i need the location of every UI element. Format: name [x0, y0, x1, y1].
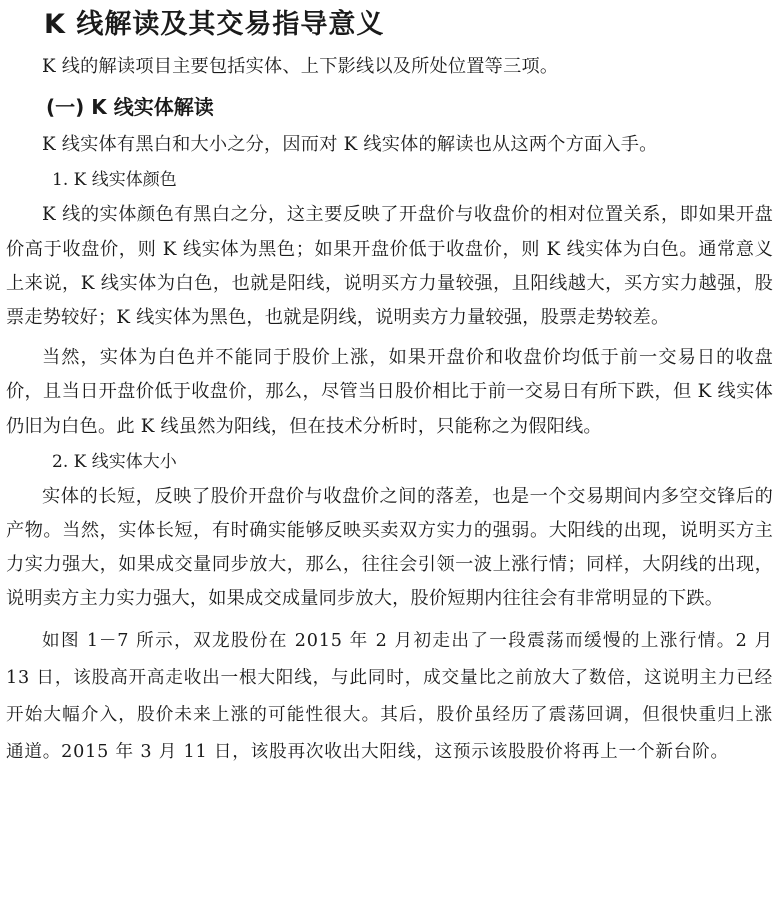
example-paragraph: 如图 1－7 所示，双龙股份在 2015 年 2 月初走出了一段震荡而缓慢的上涨行情。2 月 13 日，该股高开高走收出一根大阳线，与此同时，成交量比之前放大了数倍，这说明主力已经开始大幅介入，股价未来上涨的可能性很大。其后，股价虽经历了震荡回调，但很快重归上涨通道。2015 年 3 月 11 日，该股再次收出大阳线，这预示该股股价将再上一个新台阶。	[6, 630, 773, 762]
section-lead-paragraph: K 线实体有黑白和大小之分，因而对 K 线实体的解读也从这两个方面入手。	[42, 134, 658, 156]
subsection-heading-color: 1. K 线实体颜色	[52, 170, 177, 191]
body-paragraph: K 线的实体颜色有黑白之分，这主要反映了开盘价与收盘价的相对位置关系，即如果开盘价高于收盘价，则 K 线实体为黑色；如果开盘价低于收盘价，则 K 线实体为白色。通常意义上来说，K 线实体为白色，也就是阳线，说明买方力量较强，且阳线越大，买方实力越强，股票走势较好；K 线实体为黑色，也就是阴线，说明卖方力量较强，股票走势较差。	[6, 204, 773, 329]
page-title: K 线解读及其交易指导意义	[44, 9, 385, 40]
body-paragraph: 当然，实体为白色并不能同于股价上涨，如果开盘价和收盘价均低于前一交易日的收盘价，且当日开盘价低于收盘价，那么，尽管当日股价相比于前一交易日有所下跌，但 K 线实体仍旧为白色。此 K 线虽然为阳线，但在技术分析时，只能称之为假阳线。	[6, 347, 773, 437]
body-paragraph: 实体的长短，反映了股价开盘价与收盘价之间的落差，也是一个交易期间内多空交锋后的产物。当然，实体长短，有时确实能够反映买卖双方实力的强弱。大阳线的出现，说明买方主力实力强大，如果成交量同步放大，那么，往往会引领一波上涨行情；同样，大阴线的出现，说明卖方主力实力强大，如果成交成量同步放大，股价短期内往往会有非常明显的下跌。	[6, 485, 773, 610]
section-heading: (一) K 线实体解读	[46, 95, 214, 120]
subsection-heading-size: 2. K 线实体大小	[52, 451, 177, 472]
intro-paragraph: K 线的解读项目主要包括实体、上下影线以及所处位置等三项。	[42, 56, 559, 77]
